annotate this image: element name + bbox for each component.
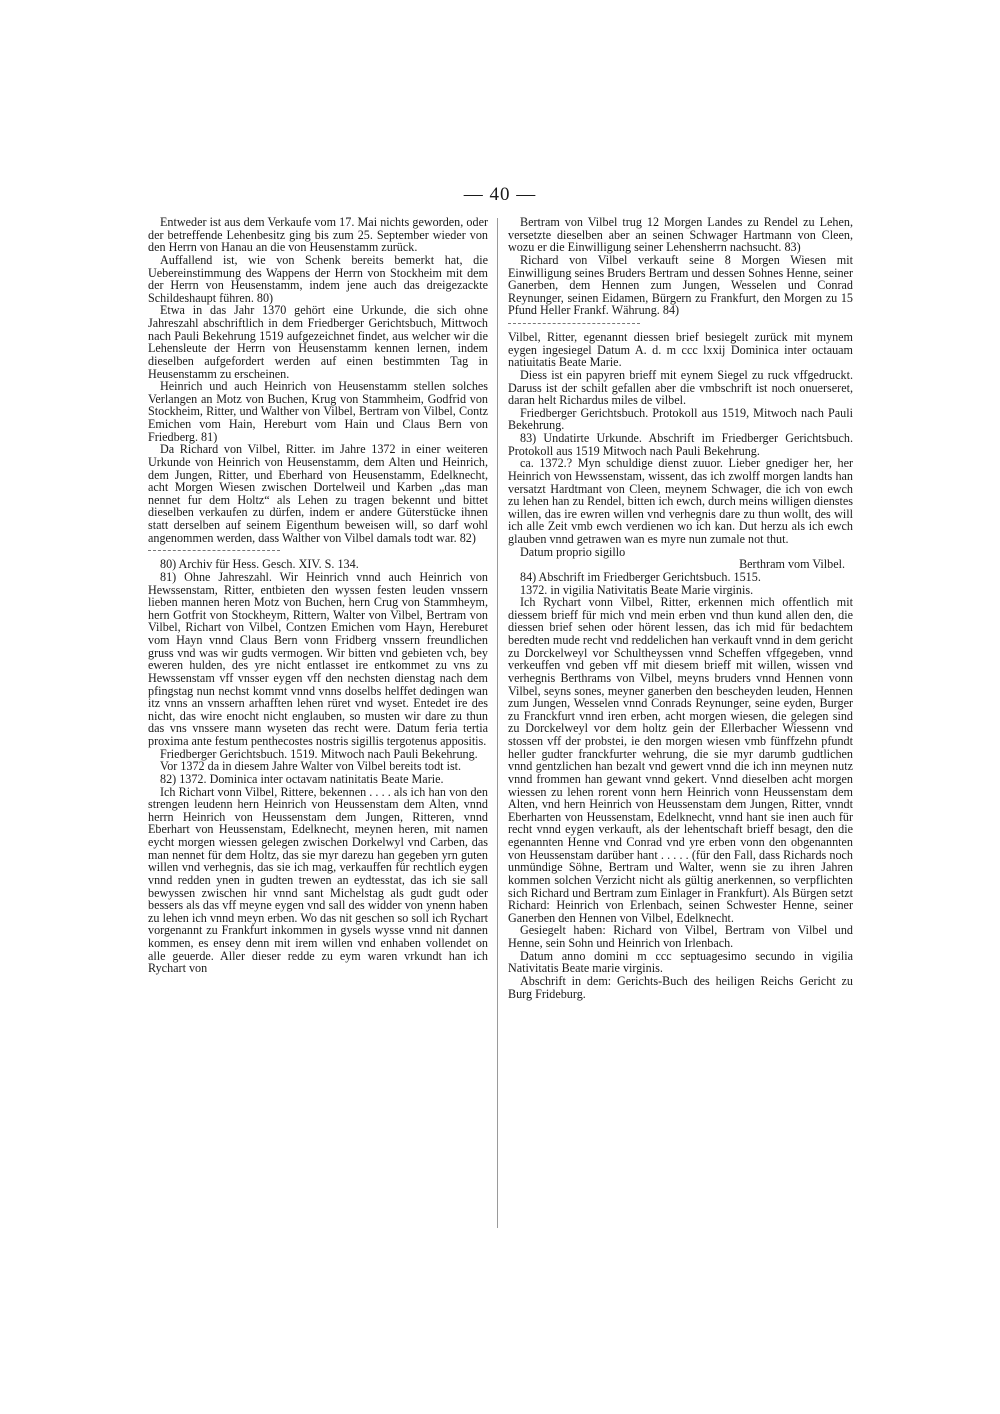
footnote-separator [148,550,280,551]
body-paragraph: Etwa in das Jahr 1370 gehört eine Urkunde, die sich ohne Jahreszahl abschriftlich in dem Friedberger Gerichtsbuch, Mittwoch nach Pauli Bekehrung 1519 aufgezeichnet findet, aus welcher wir die Lehensleute der Herrn von Heusenstamm kennen lernen, indem dieselben aufgefordert werden auf einen bestimmten Tag in Heusenstamm zu erscheinen. [148,303,488,381]
footnote: Ich Rychart vonn Vilbel, Ritter, erkennen mich offentlich mit diessem brieff für mich vnd mein erben vnd thun kund allen den, die diessen brief sehen oder hörent lessen, das ich mid für bedachtem beredten mude recht vnd reddelichen han verkauft vnnd in dem gericht zu Dorckelweyl vor Schultheyssen vnnd Scheffen vffgegeben, vnnd verkeuffen vnd geben vff mit diesem brieff mit willen, wissen vnd verhegnis Berthrams von Vilbel, meyns bruders vnnd Hennen vonn Vilbel, seyns sones, meyner ganerben den bescheyden leuden, Hennen zum Jungen, Wesselen vnnd Conrads Reynunger, seine eyden, Burger zu Franckfurt vnnd iren erben, acht morgen wiesen, die gelegen sind zu Dorckelweyl vor dem holtz gein der Ellerbacher Wiessenn vnd stossen vff der probstei, ie den morgen wiesen vmb fünffzehn pfundt heller gudter franckfurter wehrung, die sie myr darumb gudtlichen vnnd gentzlichen han bezalt vnd gewert vnnd die ich inn meynen nutz vnnd frommen han gewant vnnd gekert. Vnnd dieselben acht morgen wiessen zu lehen rorent vonn hern Heinrich vonn Heussenstam dem Alten, vnd hern Heinrich von Heussenstam dem Jungen, Ritter, vnndt Eberharten von Heussenstam, Edelknecht, vnnd hant sie inen auch für recht vnnd eygen verkauft, als der lehentschaft brieff besagt, den die egenannten Henne vnd Conrad vnd yre erben vonn den obgenannten von Heussenstam darüber hant . . . . . (für den Fall, dass Richards noch unmündige Söhne, Bertram und Walter, wenn sie zu ihren Jahren kommen solchen Verzicht nicht als gültig anerkennen, so verpflichten sich Richard und Bertram zum Einlager in Frankfurt). Als Bürgen setzt Richard: Heinrich von Erlenbach, seinen Schwester Henne, seiner Ganerben den Hennen von Vilbel, Edelknecht. [508,595,853,925]
body-paragraph: Entweder ist aus dem Verkaufe vom 17. Mai nichts geworden, oder der betreffende Lehenbesitz ging bis zum 25. September wieder von den Herrn von Hanau an die von Heusenstamm zurück. [148,215,488,255]
footnote: 83) Undatirte Urkunde. Abschrift im Friedberger Gerichtsbuch. Protokoll aus 1519 Mitwoch nach Pauli Bekehrung. [508,431,853,458]
body-paragraph: Richard von Vilbel verkauft seine 8 Morgen Wiesen mit Einwilligung seines Bruders Bertram und dessen Sohnes Henne, seiner Ganerben, dem Hennen zum Jungen, Wesselen und Conrad Reynunger, seinen Eidamen, Bürgern zu Frankfurt, den Morgen zu 15 Pfund Heller Frankf. Währung. 84) [508,252,853,318]
footnote: Friedberger Gerichtsbuch. Protokoll aus 1519, Mitwoch nach Pauli Bekehrung. [508,405,853,433]
footnote: Friedberger Gerichtsbuch. 1519. Mitwoch nach Pauli Bekehrung. [160,746,478,761]
footnote: 84) Abschrift im Friedberger Gerichtsbuch. 1515. [520,569,761,584]
footnote: 1372. in vigilia Nativitatis Beate Marie virginis. [520,582,754,597]
column-divider [497,218,498,1228]
footnote: 81) Ohne Jahreszahl. Wir Heinrich vnnd auch Heinrich von Hewssenstam, Ritter, entbieten den wyssen festen leuden vnssern lieben mannen heren Motz von Buchen, hern Crug von Stammheym, hern Gotfrit von Stockheym, Rittern, Walter von Vilbel, Bertram von Vilbel, Richart von Vilbel, Contzen Emichen vom Hayn, Hereburet vom Hayn vnnd Claus Bern vonn Fridberg vnssern freundlichen gruss vnd was wir gudts vermogen. Wir bitten vnd gebieten vch, bey eweren hulden, des yre nicht entlasset ire entkommet zu vns zu Hewssenstam vff vnsser eygen vff den nechsten dienstag nach dem pfingstag nun nechst kommt vnnd vnns doselbs helffet dedingen wan itz vnns an vnssern arhafften lehen rüret vnd wyset. Entedet ire des nicht, das wire enocht nicht englauben, so musten wir dare zu thun das vns vnssere mann wyseten das recht were. Datum feria tertia proxima ante festum penthecostes nostris sigillis tergotenus appositis. [148,569,488,748]
signature-line: Berthram vom Vilbel. [739,557,845,572]
footnote: Ich Richart vonn Vilbel, Rittere, bekennen . . . . als ich han von den strengen leudenn hern Heinrich von Heussenstam dem Alten, vnnd herrn Heinrich von Heussenstam dem Jungen, Ritteren, vnnd Eberhart von Heussenstam, Edelknecht, meynen heren, mit namen eycht morgen wiessen gelegen zwischen Dorkelwyl vnd Carben, das man nennet für dem Holtz, das sie myr darezu han gegeben yrn guten willen vnd verhegnis, das sie ich mag, verkauffen für rechtlich eygen vnnd redden ynen in gudten trewen an eydtesstat, das ich sie sall bewyssen zwischen hir vnnd sant Michelstag als gudt gudt oder bessers als das vff meyne eygen vnd sall des widder von ynenn haben zu lehen ich vnnd meyn erben. Wo das nit geschen so soll ich Rychart vorgenannt zu Frankfurt inkommen in gysels wysse vnnd nit dannen kommen, es ensey denn mit irem willen vnd enhaben vollendet on alle geuerde. Aller dieser redde zu eym waren vrkundt han ich Rychart von [148,784,488,976]
footnote: Vilbel, Ritter, egenannt diessen brief besiegelt zurück mit mynem eygen ingesiegel Datum A. d. m ccc lxxij Dominica inter octauam natiuitatis Beate Marie. [508,330,853,370]
footnote: Gesiegelt haben: Richard von Vilbel, Bertram von Vilbel und Henne, sein Sohn und Heinrich von Irlenbach. [508,923,853,950]
body-paragraph: Bertram von Vilbel trug 12 Morgen Landes zu Rendel zu Lehen, versetzte dieselben aber an seinen Schwager Hartmann von Cleen, wozu er die Einwilligung seiner Lehensherrn nachsucht. 83) [508,215,853,255]
footnote-separator [508,323,640,324]
footnote: Vor 1372 da in diesem Jahre Walter von Vilbel bereits todt ist. [160,759,462,774]
right-column [508,216,853,1000]
body-paragraph: Auffallend ist, wie von Schenk bereits bemerkt hat, die Uebereinstimmung des Wappens der Herrn von Stockheim mit dem der Herrn von Heusenstamm, indem jene auch das dreigezackte Schildeshaupt führen. 80) [148,252,488,305]
body-paragraph: Da Richard von Vilbel, Ritter. im Jahre 1372 in einer weiteren Urkunde von Heinrich von Heusenstamm, dem Alten und Heinrich, dem Jungen, Ritter, und Eberhard von Heusenstamm, Edelknecht, acht Morgen Wiesen zwischen Dortelweil und Karben „das man nennet fur dem Holtz“ als Lehen zu tragen bekennt und bittet dieselben verkaufen zu dürfen, indem er andere Güterstücke ihnen statt derselben auf seinem Eigenthum beweisen will, so darf wohl angenommen werden, dass Walther von Vilbel damals todt war. 82) [148,442,488,545]
footnote: 80) Archiv für Hess. Gesch. XIV. S. 134. [160,557,359,572]
footnote: Datum anno domini m ccc septuagesimo secundo in vigilia Nativitatis Beate marie virginis. [508,948,853,976]
footnote: ca. 1372.? Myn schuldige dienst zuuor. Lieber gnediger her, her Heinrich von Hewssenstam, wissent, das ich zwolff morgen landts han versatzt Hardtmant von Cleen, meynem Schwager, die ich von ewch zu lehen han zu Rendel, bitten ich ewch, durch meins willigen dienstes willen, das ire ewren willen vnd verhegnis dare zu thun wollt, des will ich alle Zeit vmb ewch verdienen wo ich kan. Dut herzu als ich ewch glauben vnnd getrawen wan es myre nun zumale not thut. [508,456,853,546]
footnote: Datum proprio sigillo [520,544,626,559]
footnote: 82) 1372. Dominica inter octavam natinitatis Beate Marie. [160,771,444,786]
footnote: Abschrift in dem: Gerichts-Buch des heiligen Reichs Gericht zu Burg Frideburg. [508,973,853,1001]
left-column [148,216,488,975]
footnote: Diess ist ein papyren brieff mit eynem Siegel zu ruck vffgedruckt. Daruss ist der schilt gefallen aber die vmbschrift ist noch onuerseret, daran helt Richardus miles de vilbel. [508,367,853,408]
body-paragraph: Heinrich und auch Heinrich von Heusenstamm stellen solches Verlangen an Motz von Buchen, Krug von Stammheim, Godfrid von Stockheim, Ritter, und Walther von Vilbel, Bertram von Vilbel, Contz Emichen vom Hain, Hereburt vom Hain und Claus Bern von Friedberg. 81) [148,379,488,444]
page-number: — 40 — [463,184,537,205]
